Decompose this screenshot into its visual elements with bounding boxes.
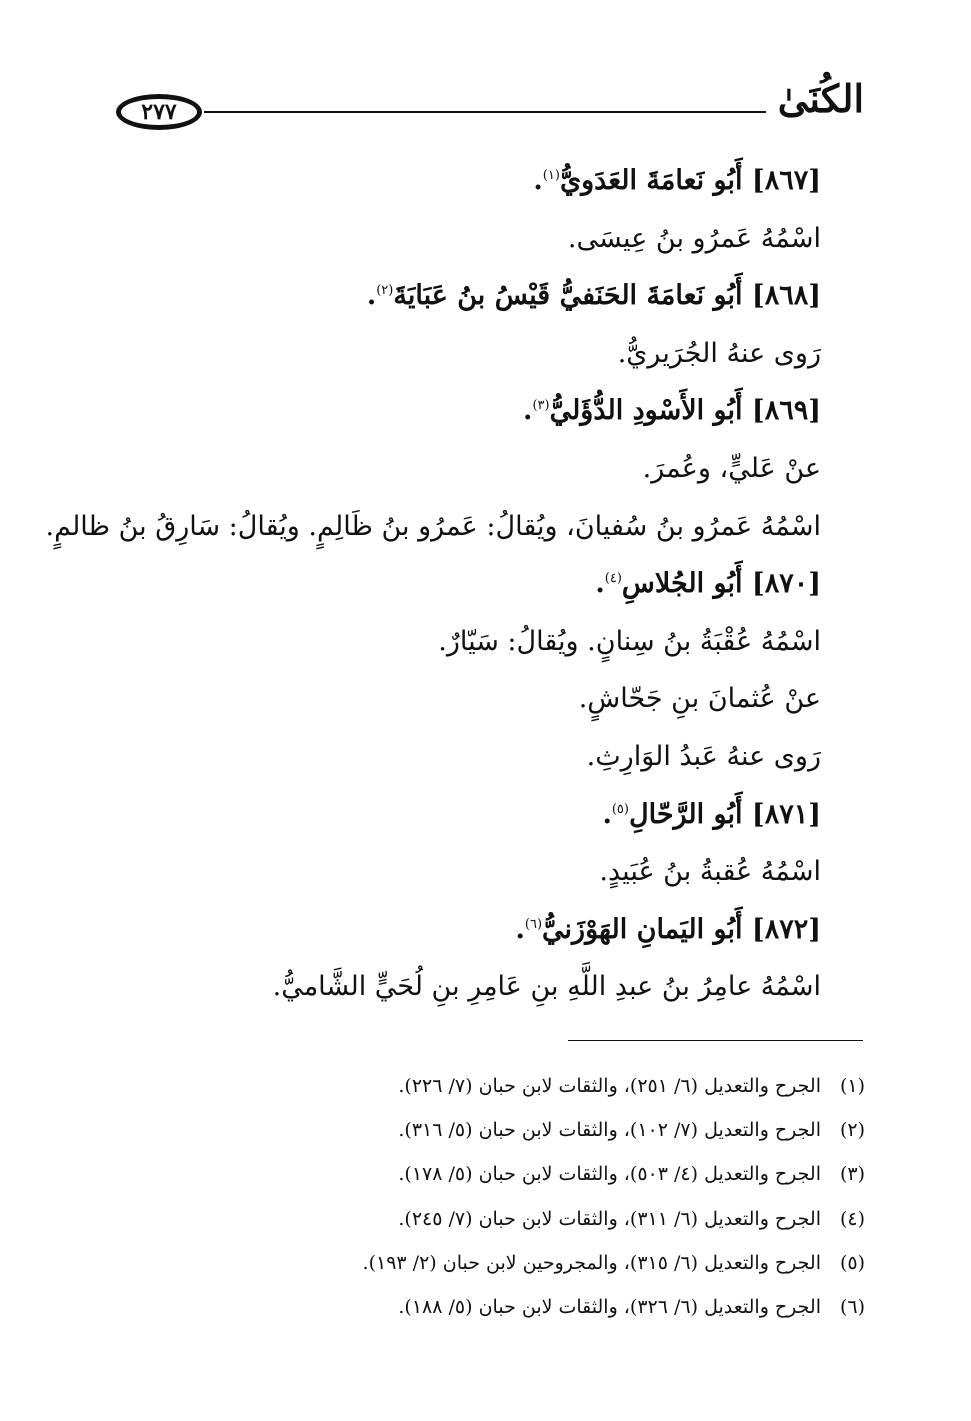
entry-number: [٨٦٨]: [751, 280, 821, 312]
entry-end-mark: .: [602, 798, 612, 830]
footnote-text: الجرح والتعديل (٧/ ١٠٢)، والثقات لابن حبان (٥/ ٣١٦).: [398, 1119, 821, 1142]
entry-end-mark: .: [515, 913, 525, 945]
main-text: [45, 152, 821, 1016]
entry-heading: [150, 901, 821, 959]
footnote: [150, 1108, 865, 1152]
entry-end-mark: .: [595, 568, 605, 600]
footnote-ref: (٤): [604, 571, 622, 587]
entry-name: أَبُو الأَسْودِ الدُّؤَليُّ: [549, 395, 743, 427]
text-line: اسْمُهُ عَمرُو بنُ سُفيانَ، ويُقالُ: عَمرُو بنُ ظَالِمٍ. ويُقالُ: سَارِقُ بنُ ظالمٍ.: [45, 510, 821, 542]
footnote: [150, 1285, 865, 1329]
footnote-ref: (٢): [376, 283, 394, 299]
page-header: [112, 76, 866, 140]
footnote-rule: [568, 1040, 863, 1041]
footnote: [150, 1152, 865, 1196]
footnote: [150, 1064, 865, 1108]
footnote-number: (٦): [839, 1295, 865, 1318]
entry-heading: [150, 382, 821, 440]
footnote: [150, 1197, 865, 1241]
entry-name: أَبُو الجُلاسِ: [621, 568, 743, 600]
header-rule: [204, 111, 766, 113]
footnote-ref: (١): [542, 168, 560, 183]
entry-end-mark: .: [366, 280, 377, 312]
entry-end-mark: .: [523, 395, 533, 427]
running-title: الكُنَىٰ: [777, 76, 864, 121]
footnote-number: (٤): [839, 1207, 865, 1230]
text-line: اسْمُهُ عُقْبَةُ بنُ سِنانٍ. ويُقالُ: سَيّارٌ.: [438, 625, 821, 657]
text-line: رَوى عنهُ عَبدُ الوَارِثِ.: [586, 740, 821, 772]
entry-name: أَبُو نَعامَةَ الحَنَفيُّ قَيْسُ بنُ عَبَايَةَ: [393, 280, 743, 312]
page-number: ٢٧٧: [116, 94, 202, 130]
footnote-ref: (٣): [532, 398, 550, 414]
footnote-number: (١): [839, 1075, 865, 1097]
footnote-text: الجرح والتعديل (٦/ ٢٥١)، والثقات لابن حبان (٧/ ٢٢٦).: [398, 1075, 821, 1097]
footnote-number: (٢): [839, 1119, 865, 1142]
text-line: اسْمُهُ عَمرُو بنُ عِيسَى.: [567, 222, 821, 254]
footnote-number: (٥): [839, 1251, 865, 1274]
footnote-ref: (٥): [611, 801, 629, 817]
entry-heading: [150, 786, 821, 844]
entry-number: [٨٦٧]: [751, 165, 821, 196]
footnote-text: الجرح والتعديل (٦/ ٣١٥)، والمجروحين لابن حبان (٢/ ١٩٣).: [362, 1251, 821, 1274]
text-line: رَوى عنهُ الجُرَيريُّ.: [617, 337, 821, 369]
entry-number: [٨٧٠]: [751, 568, 821, 600]
text-line: اسْمُهُ عامِرُ بنُ عبدِ اللَّهِ بنِ عَامِرِ بنِ لُحَيٍّ الشَّاميُّ.: [272, 971, 821, 1003]
text-line: اسْمُهُ عُقبةُ بنُ عُبَيدٍ.: [599, 856, 821, 888]
footnote-text: الجرح والتعديل (٦/ ٣٢٦)، والثقات لابن حبان (٥/ ١٨٨).: [398, 1295, 821, 1318]
entry-number: [٨٧٢]: [751, 913, 821, 945]
footnotes: [150, 1064, 865, 1329]
entry-number: [٨٦٩]: [751, 395, 821, 427]
entry-end-mark: .: [533, 165, 543, 196]
entry-name: أَبُو اليَمانِ الهَوْزَنيُّ: [542, 913, 743, 945]
footnote-ref: (٦): [524, 916, 543, 932]
entry-heading: [150, 555, 821, 613]
text-line: عنْ عُثمانَ بنِ جَحّاشٍ.: [578, 683, 821, 715]
entry-number: [٨٧١]: [751, 798, 821, 830]
footnote-text: الجرح والتعديل (٤/ ٥٠٣)، والثقات لابن حبان (٥/ ١٧٨).: [398, 1163, 821, 1186]
footnote-text: الجرح والتعديل (٦/ ٣١١)، والثقات لابن حبان (٧/ ٢٤٥).: [398, 1207, 821, 1230]
footnote: [150, 1241, 865, 1285]
entry-name: أَبُو الرَّحّالِ: [628, 798, 743, 830]
text-line: عنْ عَليٍّ، وعُمرَ.: [642, 452, 821, 484]
entry-heading: [150, 267, 821, 325]
entry-name: أَبُو نَعامَةَ العَدَويُّ: [559, 165, 743, 196]
footnote-number: (٣): [839, 1163, 865, 1186]
entry-heading: [150, 152, 821, 210]
